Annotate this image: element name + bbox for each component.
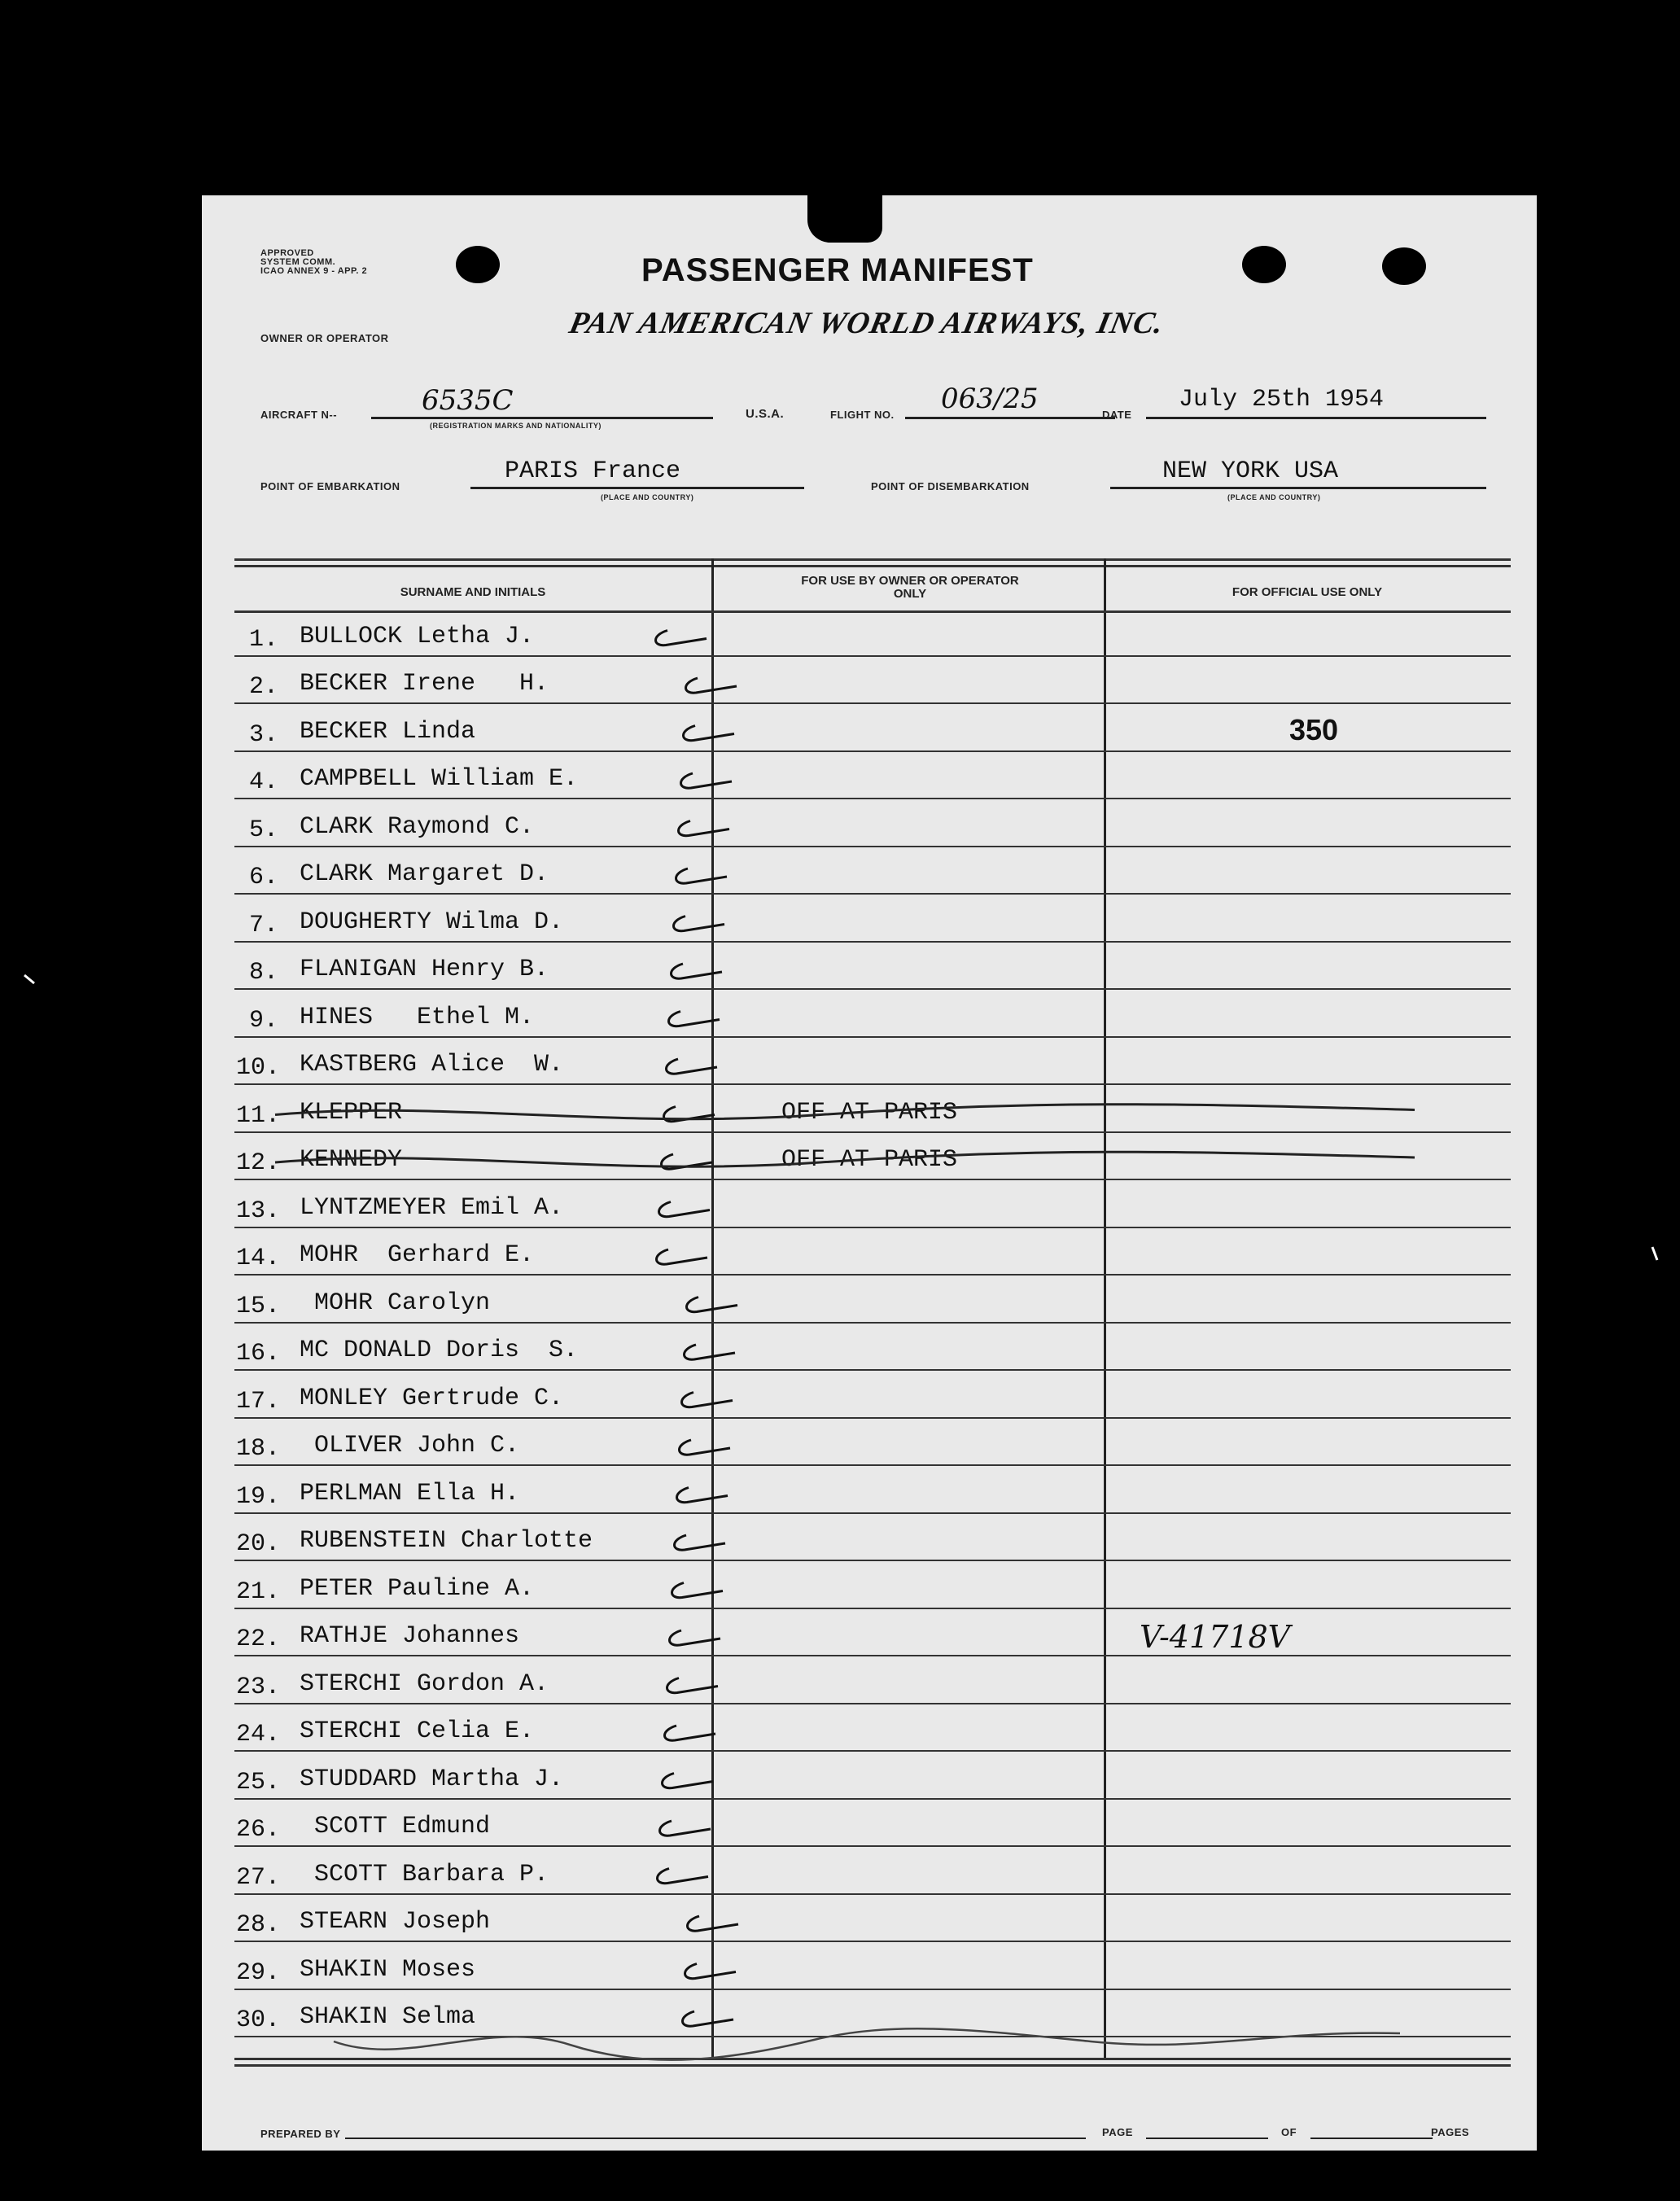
row-rule <box>234 1845 1511 1847</box>
row-number: 11. <box>236 1101 281 1130</box>
prepared-by-rule <box>345 2138 1086 2139</box>
row-rule <box>234 1655 1511 1656</box>
passenger-name: BULLOCK Letha J. <box>300 622 535 650</box>
passenger-name: STUDDARD Martha J. <box>300 1765 564 1793</box>
aircraft-rule <box>371 417 713 419</box>
row-rule <box>234 1893 1511 1895</box>
row-rule <box>234 1227 1511 1228</box>
col-header-official: FOR OFFICIAL USE ONLY <box>1232 585 1383 599</box>
punch-hole-left <box>456 246 500 283</box>
passenger-name: KENNEDY <box>300 1146 403 1174</box>
approval-line: ICAO ANNEX 9 - APP. 2 <box>260 266 368 276</box>
punch-hole-right-2 <box>1382 247 1426 285</box>
passenger-name: MONLEY Gertrude C. <box>300 1384 564 1412</box>
stray-mark <box>1652 1247 1657 1260</box>
owner-note: OFF AT PARIS <box>781 1098 958 1127</box>
usa-label: U.S.A. <box>746 407 785 421</box>
row-rule <box>234 1512 1511 1514</box>
passenger-name: RUBENSTEIN Charlotte <box>300 1527 593 1555</box>
prepared-by-label: PREPARED BY <box>260 2128 341 2140</box>
manifest-sheet <box>202 195 1537 2151</box>
embarkation-rule <box>470 487 804 489</box>
row-number: 17. <box>236 1387 281 1416</box>
col-header-owner: FOR USE BY OWNER OR OPERATOR ONLY <box>801 574 1019 601</box>
row-number: 20. <box>236 1530 281 1558</box>
row-number: 15. <box>236 1292 281 1320</box>
official-note: V-41718V <box>1140 1619 1291 1655</box>
owner-note: OFF AT PARIS <box>781 1146 958 1174</box>
row-rule <box>234 1560 1511 1561</box>
approval-line: SYSTEM COMM. <box>260 257 336 267</box>
stray-mark <box>24 975 34 983</box>
row-number: 2. <box>249 673 279 701</box>
row-rule <box>234 798 1511 799</box>
of-rule <box>1310 2138 1433 2139</box>
row-rule <box>234 1369 1511 1371</box>
passenger-name: SCOTT Edmund <box>300 1813 491 1840</box>
row-number: 3. <box>249 720 279 749</box>
row-rule <box>234 941 1511 943</box>
passenger-name: STEARN Joseph <box>300 1908 491 1936</box>
row-rule <box>234 2036 1511 2037</box>
row-number: 9. <box>249 1006 279 1035</box>
row-rule <box>234 1322 1511 1324</box>
pages-label: PAGES <box>1431 2126 1470 2138</box>
row-number: 5. <box>249 816 279 844</box>
table-bottom-rule <box>234 2058 1511 2060</box>
owner-label: OWNER OR OPERATOR <box>260 332 389 344</box>
page-title: PASSENGER MANIFEST <box>641 252 1034 288</box>
passenger-name: KLEPPER <box>300 1098 403 1127</box>
row-number: 27. <box>236 1863 281 1892</box>
row-number: 8. <box>249 959 279 987</box>
row-rule <box>234 1798 1511 1800</box>
row-number: 1. <box>249 625 279 654</box>
passenger-name: MC DONALD Doris S. <box>300 1337 579 1364</box>
aircraft-label: AIRCRAFT N-- <box>260 409 338 421</box>
row-number: 13. <box>236 1197 281 1225</box>
row-number: 21. <box>236 1577 281 1606</box>
row-rule <box>234 1274 1511 1276</box>
passenger-name: PERLMAN Ella H. <box>300 1479 520 1507</box>
row-number: 22. <box>236 1626 281 1653</box>
page-label: PAGE <box>1102 2126 1133 2138</box>
passenger-name: PETER Pauline A. <box>300 1574 535 1603</box>
passenger-name: RATHJE Johannes <box>300 1622 520 1650</box>
row-number: 6. <box>249 864 279 891</box>
passenger-name: STERCHI Celia E. <box>300 1717 535 1745</box>
aircraft-value: 6535C <box>422 384 514 417</box>
passenger-name: HINES Ethel M. <box>300 1003 535 1031</box>
punch-hole-right-1 <box>1242 246 1286 283</box>
passenger-name: STERCHI Gordon A. <box>300 1669 549 1698</box>
passenger-name: MOHR Gerhard E. <box>300 1241 535 1269</box>
passenger-name: KASTBERG Alice W. <box>300 1051 564 1079</box>
row-rule <box>234 1989 1511 1990</box>
table-top-rule <box>234 558 1511 561</box>
table-top-rule-2 <box>234 565 1511 567</box>
flight-label: FLIGHT NO. <box>830 409 895 421</box>
passenger-name: SHAKIN Selma <box>300 2003 476 2031</box>
row-rule <box>234 655 1511 657</box>
flight-rule <box>905 417 1115 419</box>
date-rule <box>1146 417 1486 419</box>
row-number: 10. <box>236 1054 281 1082</box>
header-row-rule <box>234 610 1511 613</box>
airline-name: PAN AMERICAN WORLD AIRWAYS, INC. <box>566 306 1168 340</box>
passenger-name: SHAKIN Moses <box>300 1955 476 1984</box>
row-rule <box>234 1941 1511 1942</box>
passenger-name: BECKER Irene H. <box>300 670 549 698</box>
approval-line: APPROVED <box>260 248 314 258</box>
col-header-surname: SURNAME AND INITIALS <box>400 585 546 599</box>
row-number: 25. <box>236 1768 281 1796</box>
embarkation-value: PARIS France <box>505 457 681 485</box>
row-number: 28. <box>236 1911 281 1939</box>
passenger-name: DOUGHERTY Wilma D. <box>300 908 564 936</box>
row-rule <box>234 1036 1511 1038</box>
row-number: 29. <box>236 1958 281 1987</box>
row-rule <box>234 846 1511 847</box>
disembarkation-value: NEW YORK USA <box>1162 457 1339 485</box>
row-number: 4. <box>249 768 279 796</box>
row-number: 7. <box>249 911 279 939</box>
passenger-name: FLANIGAN Henry B. <box>300 956 549 983</box>
column-divider-2 <box>1104 558 1106 2059</box>
approval-note <box>260 249 367 276</box>
row-rule <box>234 988 1511 990</box>
row-rule <box>234 1417 1511 1419</box>
page-rule <box>1146 2138 1268 2139</box>
embarkation-label: POINT OF EMBARKATION <box>260 480 400 492</box>
row-rule <box>234 1179 1511 1180</box>
row-rule <box>234 1464 1511 1466</box>
row-number: 14. <box>236 1245 281 1272</box>
registration-note: (REGISTRATION MARKS AND NATIONALITY) <box>430 422 602 430</box>
row-rule <box>234 1750 1511 1752</box>
row-number: 16. <box>236 1340 281 1367</box>
passenger-name: SCOTT Barbara P. <box>300 1860 549 1888</box>
passenger-name: CLARK Raymond C. <box>300 812 535 841</box>
row-number: 19. <box>236 1482 281 1511</box>
row-number: 23. <box>236 1673 281 1701</box>
passenger-name: OLIVER John C. <box>300 1432 520 1459</box>
row-number: 18. <box>236 1435 281 1463</box>
passenger-name: BECKER Linda <box>300 717 476 746</box>
passenger-name: MOHR Carolyn <box>300 1289 491 1317</box>
row-number: 26. <box>236 1816 281 1844</box>
torn-notch <box>807 195 882 243</box>
row-number: 24. <box>236 1721 281 1748</box>
embarkation-note: (PLACE AND COUNTRY) <box>601 493 694 501</box>
row-number: 12. <box>236 1149 281 1177</box>
official-note: 350 <box>1289 712 1339 746</box>
of-label: OF <box>1281 2126 1297 2138</box>
disembarkation-note: (PLACE AND COUNTRY) <box>1227 493 1321 501</box>
passenger-name: CAMPBELL William E. <box>300 765 579 793</box>
column-divider-1 <box>711 558 714 2059</box>
row-rule <box>234 1131 1511 1133</box>
row-rule <box>234 702 1511 704</box>
date-value: July 25th 1954 <box>1179 386 1385 414</box>
row-number: 30. <box>236 2006 281 2034</box>
disembarkation-rule <box>1110 487 1486 489</box>
row-rule <box>234 750 1511 752</box>
date-label: DATE <box>1102 409 1132 421</box>
table-bottom-rule-2 <box>234 2064 1511 2067</box>
disembarkation-label: POINT OF DISEMBARKATION <box>871 480 1030 492</box>
row-rule <box>234 893 1511 895</box>
flight-value: 063/25 <box>941 383 1039 415</box>
row-rule <box>234 1608 1511 1609</box>
row-rule <box>234 1703 1511 1704</box>
passenger-name: LYNTZMEYER Emil A. <box>300 1193 564 1222</box>
row-rule <box>234 1083 1511 1085</box>
passenger-name: CLARK Margaret D. <box>300 860 549 888</box>
